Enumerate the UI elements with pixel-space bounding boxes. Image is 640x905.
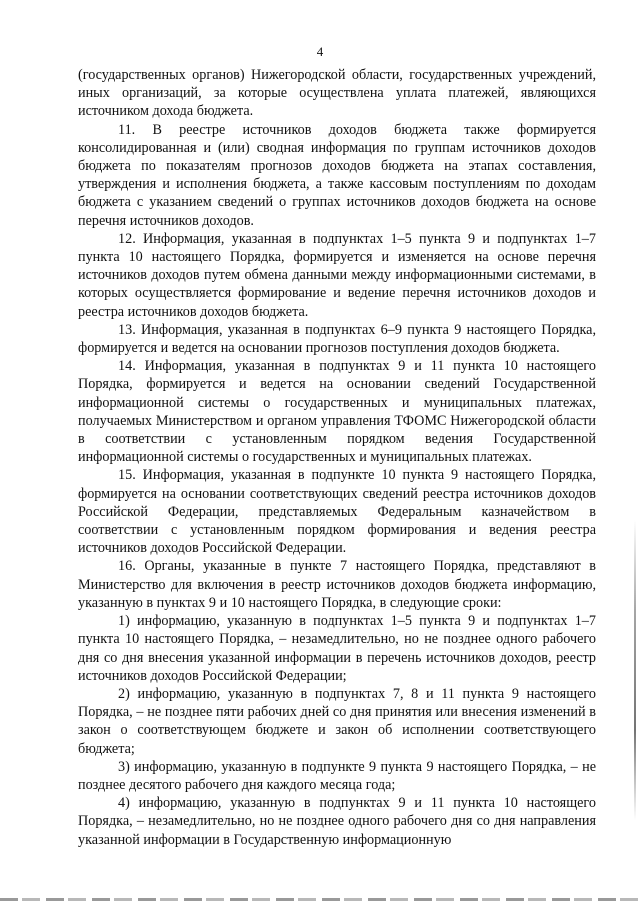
paragraph-13: 13. Информация, указанная в подпунктах 6–9 пункта 9 настоящего Порядка, формируется и ведется на основании прогнозов поступления доходов бюджета.	[78, 321, 596, 357]
list-item-1: 1) информацию, указанную в подпунктах 1–5 пункта 9 и подпунктах 1–7 пункта 10 настоящего Порядка, – незамедлительно, но не позднее одного рабочего дня со дня внесения указанной информации в перечень источников доходов, реестр источников доходов Российской Федерации;	[78, 613, 596, 684]
paragraph-11: 11. В реестре источников доходов бюджета также формируется консолидированная и (или) сводная информация по группам источников доходов бюджета по показателям прогнозов доходов бюджета на этапах составления, утверждения и исполнения бюджета, а также кассовым поступлениям по доходам бюджета с указанием сведений о группах источников доходов бюджета на основе перечня источников доходов.	[78, 121, 596, 229]
paragraph-16: 16. Органы, указанные в пункте 7 настоящего Порядка, представляют в Министерство для включения в реестр источников доходов бюджета информацию, указанную в пунктах 9 и 10 настоящего Порядка, в следующие сроки:	[78, 558, 596, 611]
scan-bottom-edge	[0, 898, 640, 901]
paragraph-12: 12. Информация, указанная в подпунктах 1–5 пункта 9 и подпунктах 1–7 пункта 10 настоящего Порядка, формируется и изменяется на основе перечня источников доходов путем обмена данными между информационными системами, в которых осуществляется формирование и ведение перечня источников доходов и реестра источников доходов бюджета.	[78, 230, 596, 320]
list-item-2: 2) информацию, указанную в подпунктах 7, 8 и 11 пункта 9 настоящего Порядка, – не позднее пяти рабочих дней со дня принятия или внесения изменений в закон о соответствующем бюджете и закон об исполнении соответствующего бюджета;	[78, 685, 596, 757]
paragraph-15: 15. Информация, указанная в подпункте 10 пункта 9 настоящего Порядка, формируется на основании соответствующих сведений реестра источников доходов Российской Федерации, представляемых Федеральным казначейством в соответствии с установленным порядком формирования и ведения реестра источников доходов Российской Федерации.	[78, 467, 596, 557]
page-number: 4	[316, 44, 324, 59]
scan-edge-shadow	[634, 520, 636, 820]
list-item-4: 4) информацию, указанную в подпунктах 9 и 11 пункта 10 настоящего Порядка, – незамедлительно, но не позднее одного рабочего дня со дня направления указанной информации в Государственную информационную	[78, 795, 596, 848]
paragraph-14: 14. Информация, указанная в подпунктах 9 и 11 пункта 10 настоящего Порядка, формируется и ведется на основании сведений Государственной информационной системы о государственных и муниципальных платежах, получаемых Министерством и органом управления ТФОМС Нижегородской области в соответствии с установленным порядком ведения Государственной информационной системы о государственных и муниципальных платежах.	[78, 358, 596, 466]
document-body	[78, 66, 596, 849]
list-item-3: 3) информацию, указанную в подпункте 9 пункта 9 настоящего Порядка, – не позднее десятого рабочего дня каждого месяца года;	[78, 758, 596, 793]
paragraph-continuation: (государственных органов) Нижегородской области, государственных учреждений, иных организаций, за которые осуществлена уплата платежей, являющихся источником дохода бюджета.	[78, 67, 596, 120]
